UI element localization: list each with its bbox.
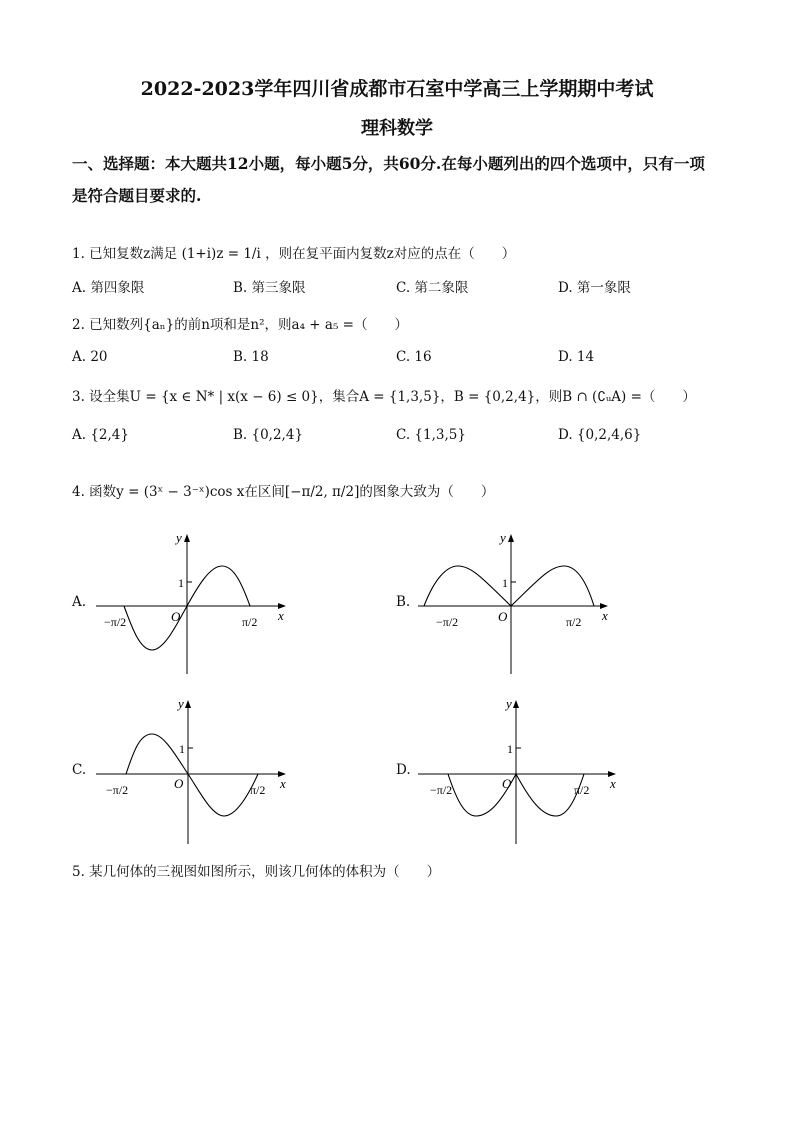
q2-option-d: D. 14 (558, 349, 595, 365)
q1-option-d: D. 第一象限 (558, 280, 631, 296)
q1-option-c: C. 第二象限 (396, 280, 469, 296)
graph-d-one-label: 1 (507, 742, 513, 756)
question-5: 5. 某几何体的三视图如图所示，则该几何体的体积为（ ） (72, 864, 441, 880)
graph-b-neg-half-pi: −π/2 (436, 615, 459, 629)
q4-option-d-label: D. (396, 762, 411, 778)
document-subtitle: 理科数学 (361, 118, 433, 139)
graph-d-half-pi: π/2 (574, 783, 590, 797)
graph-c-neg-half-pi: −π/2 (106, 783, 129, 797)
q4-graph-d (414, 694, 624, 846)
graph-b-half-pi: π/2 (566, 615, 582, 629)
question-4: 4. 函数y = (3ˣ − 3⁻ˣ)cos x在区间[−π/2, π/2]的图象大致为（ ） (72, 484, 495, 500)
q4-option-a-label: A. (72, 594, 87, 610)
q1-option-b: B. 第三象限 (233, 280, 306, 296)
q4-graph-b (414, 528, 614, 678)
question-1: 1. 已知复数z满足 (1+i)z = 1/i ，则在复平面内复数z对应的点在（ ） (72, 246, 516, 262)
graph-a-origin-label: O (171, 609, 181, 624)
graph-a-half-pi: π/2 (242, 615, 258, 629)
section-heading-line1: 一、选择题：本大题共12小题，每小题5分，共60分.在每小题列出的四个选项中，只有一项 (72, 154, 705, 173)
graph-c-y-label: y (178, 696, 184, 711)
q3-option-a: A. {2,4} (72, 427, 129, 443)
graph-a-neg-half-pi: −π/2 (104, 615, 127, 629)
q4-graph-c (92, 694, 292, 846)
graph-c-half-pi: π/2 (250, 783, 266, 797)
graph-a-one-label: 1 (178, 576, 184, 590)
graph-d-x-label: x (610, 776, 616, 791)
question-2: 2. 已知数列{aₙ}的前n项和是n²，则a₄ + a₅ =（ ） (72, 317, 408, 333)
graph-c-one-label: 1 (179, 742, 185, 756)
q3-option-c: C. {1,3,5} (396, 427, 466, 443)
q4-option-b-label: B. (396, 594, 411, 610)
section-heading-line2: 是符合题目要求的. (72, 186, 202, 205)
graph-a-y-label: y (176, 530, 182, 545)
q3-option-b: B. {0,2,4} (233, 427, 304, 443)
graph-b-origin-label: O (498, 609, 508, 624)
q2-option-a: A. 20 (72, 349, 108, 365)
q3-option-d: D. {0,2,4,6} (558, 427, 642, 443)
graph-d-origin-label: O (502, 776, 512, 791)
graph-b-one-label: 1 (502, 576, 508, 590)
q2-option-b: B. 18 (233, 349, 269, 365)
graph-a-x-label: x (278, 608, 284, 623)
graph-b-x-label: x (602, 608, 608, 623)
q2-option-c: C. 16 (396, 349, 432, 365)
graph-c-origin-label: O (174, 776, 184, 791)
document-title: 2022-2023学年四川省成都市石室中学高三上学期期中考试 (140, 78, 654, 100)
q4-option-c-label: C. (72, 762, 87, 778)
q1-option-a: A. 第四象限 (72, 280, 145, 296)
graph-d-neg-half-pi: −π/2 (430, 783, 453, 797)
question-3: 3. 设全集U = {x ∈ N* | x(x − 6) ≤ 0}，集合A = {1,3,5}，B = {0,2,4}，则B ∩ (∁ᵤA) =（ ） (72, 389, 696, 405)
graph-b-y-label: y (500, 530, 506, 545)
q4-graph-a (92, 528, 292, 678)
graph-c-x-label: x (280, 776, 286, 791)
graph-d-y-label: y (506, 696, 512, 711)
